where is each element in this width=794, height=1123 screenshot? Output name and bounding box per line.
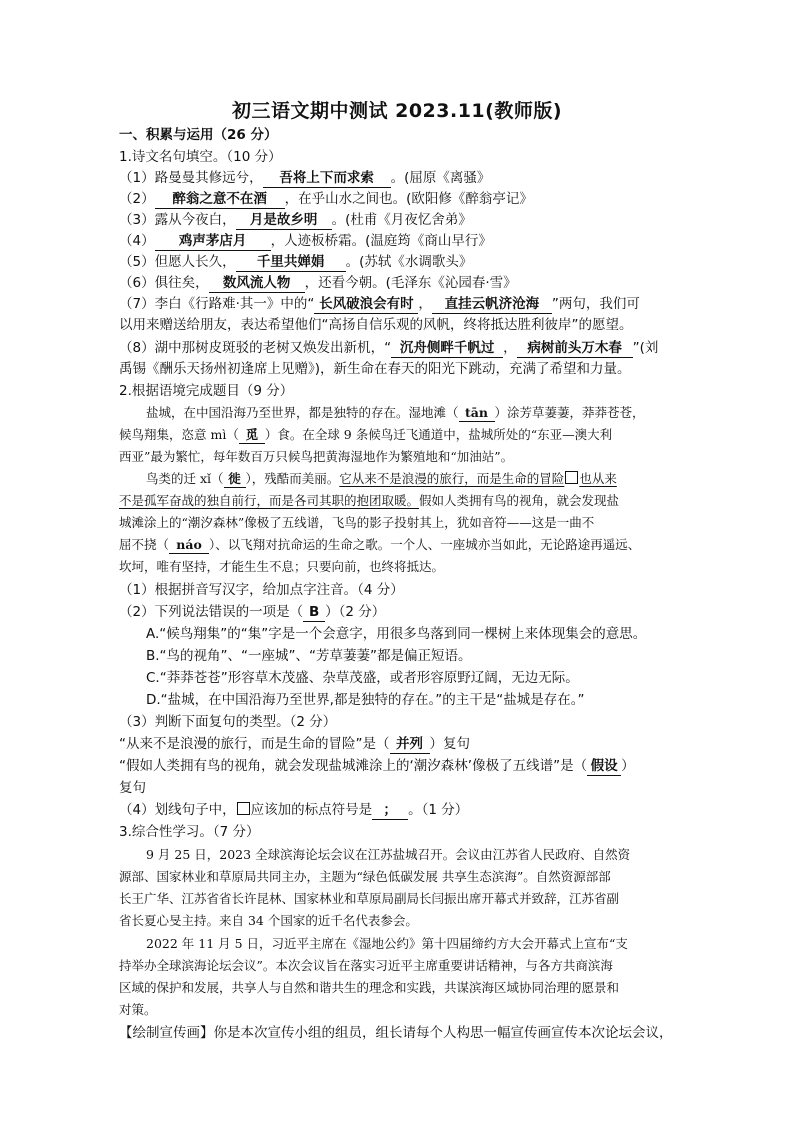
passage-line: 不是孤军奋战的独自前行，而是各司其职的抱团取暖。假如人类拥有鸟的视角，就会发现盐: [119, 493, 620, 508]
section-heading: 一、积累与运用（26 分）: [119, 127, 278, 143]
q1-item-8: （8）湖中那树皮斑驳的老树又焕发出新机，“ 沉舟侧畔千帆过 ， 病树前头万木春 ”(刘: [119, 340, 659, 356]
passage-line: 屈不挠（ náo ）、以飞翔对抗命运的生命之歌。一个人、一座城亦当如此，无论路途再遥远、: [119, 537, 641, 552]
passage-line: 区域的保护和发展，共享人与自然和谐共生的理念和实践，共谋滨海区域协同治理的愿景和: [119, 980, 620, 995]
option-d: D.“盐城，在中国沿海乃至世界,都是独特的存在。”的主干是“盐城是存在。”: [146, 692, 585, 708]
q1-item-3: （3）露从今夜白， 月是故乡明 。(杜甫《月夜忆舍弟》: [119, 212, 472, 228]
answer-blank: 鸡声茅店月: [155, 233, 271, 251]
answer-blank: ；: [372, 802, 408, 820]
passage-line: 西亚”最为繁忙，每年数百万只候鸟把黄海湿地作为繁殖地和“加油站”。: [119, 449, 514, 464]
answer-blank: 假设: [587, 758, 621, 776]
question-3-header: 3.综合性学习。（7 分）: [119, 824, 260, 840]
option-a: A.“候鸟翔集”的“集”字是一个会意字，用很多鸟落到同一棵树上来体现集会的意思。: [146, 626, 647, 642]
answer-blank: 沉舟侧畔千帆过: [391, 340, 503, 358]
answer-blank: náo: [169, 536, 209, 554]
q1-item-6: （6）俱往矣， 数风流人物 ，还看今朝。(毛泽东《沁园春·雪》: [119, 275, 517, 291]
answer-blank: 数风流人物: [209, 275, 305, 293]
q1-item-7: （7）李白《行路难·其一》中的“ 长风破浪会有时 ， 直挂云帆济沧海 ”两句，我们可: [119, 296, 640, 312]
option-c: C.“莽莽苍苍”形容草木茂盛、杂草茂盛，或者形容原野辽阔，无边无际。: [146, 670, 579, 686]
option-b: B.“鸟的视角”、“一座城”、“芳草萋萋”都是偏正短语。: [146, 648, 472, 664]
answer-blank: tān: [459, 404, 495, 422]
q2-sub-1: （1）根据拼音写汉字，给加点字注音。（4 分）: [119, 582, 404, 598]
q2-sub-3a: “从来不是浪漫的旅行，而是生命的冒险”是（ 并列 ）复句: [119, 736, 470, 752]
q2-sub-4: （4）划线句子中， 应该加的标点符号是 ； 。（1 分）: [119, 802, 469, 818]
question-1-header: 1.诗文名句填空。（10 分）: [119, 149, 282, 165]
answer-blank: B: [303, 604, 325, 622]
answer-blank: 徙: [224, 470, 246, 488]
answer-blank: 长风破浪会有时: [314, 296, 418, 314]
answer-blank: 直挂云帆济沧海: [432, 296, 552, 314]
q1-item-4: （4） 鸡声茅店月 ，人迹板桥霜。(温庭筠《商山早行》: [119, 233, 492, 249]
answer-blank: 并列: [390, 736, 430, 754]
question-2-header: 2.根据语境完成题目（9 分）: [119, 383, 294, 399]
passage-line: 9 月 25 日，2023 全球滨海论坛会议在江苏盐城召开。会议由江苏省人民政府、自然资: [146, 847, 631, 862]
q1-item-2: （2） 醉翁之意不在酒 ，在乎山水之间也。(欧阳修《醉翁亭记》: [119, 191, 533, 207]
q2-sub-3b-cont: 复句: [119, 780, 146, 796]
passage-line: 鸟类的迁 xǐ（ 徙 ），残酷而美丽。它从来不是浪漫的旅行，而是生命的冒险 也从来: [146, 471, 617, 486]
q1-item-1: （1）路曼曼其修远兮， 吾将上下而求索 。(屈原《离骚》: [119, 170, 491, 186]
q1-item-5: （5）但愿人长久， 千里共婵娟 。(苏轼《水调歌头》: [119, 254, 473, 270]
page-title: 初三语文期中测试 2023.11(教师版): [231, 100, 563, 122]
answer-blank: 病树前头万木春: [517, 340, 633, 358]
passage-line: 对策。: [119, 1002, 157, 1017]
blank-box-icon: [565, 471, 578, 484]
q1-item-7-cont: 以用来赠送给朋友，表达希望他们“高扬自信乐观的风帆，终将抵达胜利彼岸”的愿望。: [119, 317, 633, 333]
answer-blank: 觅: [239, 426, 265, 444]
answer-blank: 吾将上下而求索: [263, 170, 391, 188]
q2-sub-2: （2）下列说法错误的一项是（ B ）（2 分）: [119, 604, 386, 620]
passage-line: 源部、国家林业和草原局共同主办，主题为“绿色低碳发展 共享生态滨海”。自然资源部部: [119, 869, 611, 884]
blank-box-icon: [237, 802, 250, 815]
q2-sub-3b: “假如人类拥有鸟的视角，就会发现盐城滩涂上的‘潮汐森林’像极了五线谱”是（ 假设 ）: [119, 758, 635, 774]
passage-line: 盐城，在中国沿海乃至世界，都是独特的存在。湿地滩（ tān ）涂芳草萋萋，莽莽苍苍，: [146, 405, 645, 420]
passage-line: 2022 年 11 月 5 日，习近平主席在《湿地公约》第十四届缔约方大会开幕式上宣布“支: [146, 936, 628, 951]
passage-line: 持举办全球滨海论坛会议”。本次会议旨在落实习近平主席重要讲话精神，与各方共商滨海: [119, 958, 613, 973]
passage-line: 长王广华、江苏省省长许昆林、国家林业和草原局副局长闫振出席开幕式并致辞，江苏省副: [119, 891, 620, 906]
q1-item-8-cont: 禹锡《酬乐天扬州初逢席上见赠》)，新生命在春天的阳光下跳动，充满了希望和力量。: [119, 361, 631, 377]
q2-sub-3: （3）判断下面复句的类型。（2 分）: [119, 714, 337, 730]
passage-line: 城滩涂上的“潮汐森林”像极了五线谱，飞鸟的影子投射其上，犹如音符——这是一曲不: [119, 515, 595, 530]
passage-line: 省长夏心旻主持。来自 34 个国家的近千名代表参会。: [119, 913, 418, 928]
passage-line: 候鸟翔集，恣意 mì（ 觅 ）食。在全球 9 条候鸟迁飞通道中，盐城所处的“东亚—澳大利: [119, 427, 613, 442]
q3-task: 【绘制宣传画】你是本次宣传小组的组员，组长请每个人构思一幅宣传画宣传本次论坛会议，: [119, 1025, 673, 1041]
passage-line: 坎坷，唯有坚持，才能生生不息；只要向前，也终将抵达。: [119, 559, 445, 574]
answer-blank: 千里共婵娟: [236, 254, 346, 272]
answer-blank: 醉翁之意不在酒: [155, 191, 285, 209]
answer-blank: 月是故乡明: [236, 212, 332, 230]
